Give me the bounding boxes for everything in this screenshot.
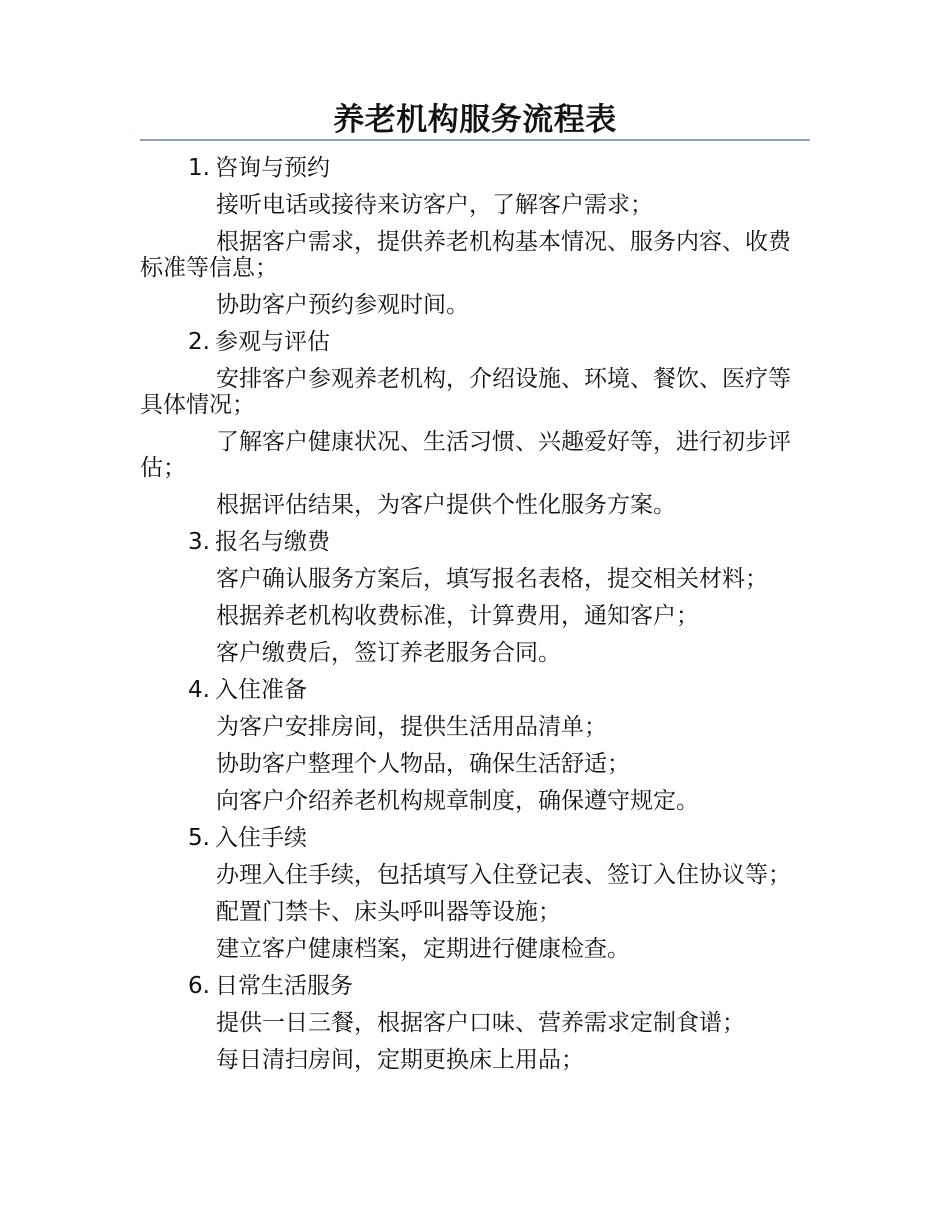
list-item: 提供一日三餐，根据客户口味、营养需求定制食谱； xyxy=(216,1010,745,1036)
section-title: 入住准备 xyxy=(215,677,307,703)
list-item: 每日清扫房间，定期更换床上用品； xyxy=(216,1047,584,1073)
section-number: 4. xyxy=(188,677,210,703)
section-title: 入住手续 xyxy=(215,825,307,851)
section-heading xyxy=(140,677,800,703)
section-heading xyxy=(140,825,800,851)
section-title: 参观与评估 xyxy=(215,329,330,355)
list-item: 了解客户健康状况、生活习惯、兴趣爱好等，进行初步评估； xyxy=(140,429,791,481)
section-number: 6. xyxy=(188,973,210,999)
section-title: 咨询与预约 xyxy=(215,155,330,181)
list-item: 根据评估结果，为客户提供个性化服务方案。 xyxy=(216,492,676,518)
list-item: 根据客户需求，提供养老机构基本情况、服务内容、收费标准等信息； xyxy=(140,229,791,281)
section-consultation xyxy=(140,155,800,318)
section-visit-assessment xyxy=(140,329,800,518)
list-item: 协助客户整理个人物品，确保生活舒适； xyxy=(216,751,630,777)
section-move-in-procedures xyxy=(140,825,800,962)
title-underline xyxy=(140,139,810,141)
section-registration-payment xyxy=(140,529,800,666)
list-item: 接听电话或接待来访客户，了解客户需求； xyxy=(216,192,653,218)
section-number: 2. xyxy=(188,329,210,355)
list-item: 建立客户健康档案，定期进行健康检查。 xyxy=(216,936,630,962)
list-item: 办理入住手续，包括填写入住登记表、签订入住协议等； xyxy=(216,862,791,888)
section-number: 5. xyxy=(188,825,210,851)
page-title: 养老机构服务流程表 xyxy=(333,102,617,138)
list-item: 根据养老机构收费标准，计算费用，通知客户； xyxy=(216,603,699,629)
list-item: 向客户介绍养老机构规章制度，确保遵守规定。 xyxy=(216,788,699,814)
document-body xyxy=(140,155,800,1084)
list-item: 客户缴费后，签订养老服务合同。 xyxy=(216,640,561,666)
list-item: 安排客户参观养老机构，介绍设施、环境、餐饮、医疗等具体情况； xyxy=(140,366,791,418)
section-number: 1. xyxy=(188,155,210,181)
section-heading xyxy=(140,529,800,555)
section-move-in-preparation xyxy=(140,677,800,814)
section-number: 3. xyxy=(188,529,210,555)
section-title: 日常生活服务 xyxy=(215,973,353,999)
section-heading xyxy=(140,155,800,181)
section-heading xyxy=(140,973,800,999)
section-daily-life-services xyxy=(140,973,800,1073)
section-title: 报名与缴费 xyxy=(215,529,330,555)
list-item: 配置门禁卡、床头呼叫器等设施； xyxy=(216,899,561,925)
list-item: 协助客户预约参观时间。 xyxy=(216,292,469,318)
section-heading xyxy=(140,329,800,355)
list-item: 为客户安排房间，提供生活用品清单； xyxy=(216,714,607,740)
list-item: 客户确认服务方案后，填写报名表格，提交相关材料； xyxy=(216,566,768,592)
